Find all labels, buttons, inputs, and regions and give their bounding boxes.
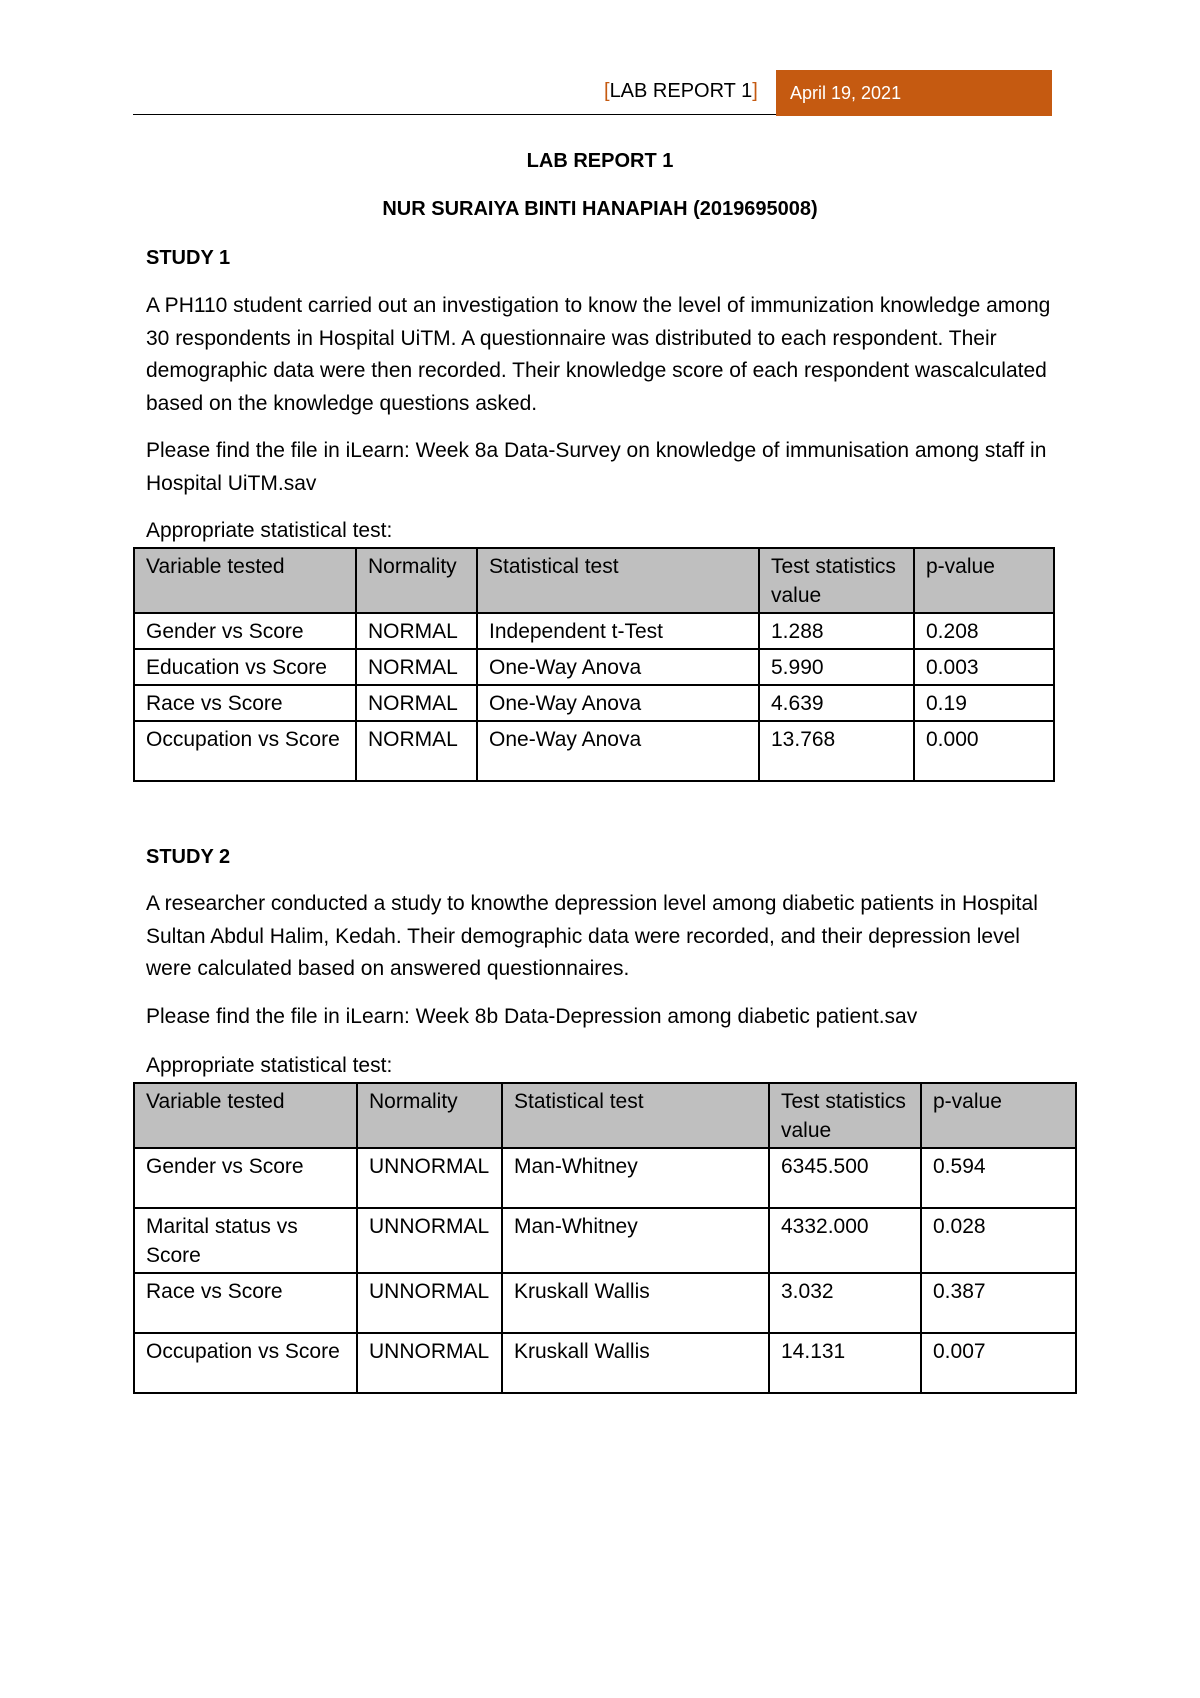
header-title-text: LAB REPORT 1 [609, 80, 753, 102]
table-row [134, 1333, 1076, 1393]
column-header: p-value [921, 1083, 1076, 1148]
table-cell: 6345.500 [769, 1148, 921, 1208]
table-cell: Gender vs Score [134, 613, 356, 649]
header-title [604, 80, 758, 103]
table-row [134, 1208, 1076, 1273]
table-cell: NORMAL [356, 721, 477, 781]
header-rule [133, 114, 776, 115]
table-cell: 3.032 [769, 1273, 921, 1333]
table-header-row [134, 1083, 1076, 1148]
table-cell: Man-Whitney [502, 1208, 769, 1273]
study2-caption: Appropriate statistical test: [146, 1054, 393, 1077]
table-cell: 13.768 [759, 721, 914, 781]
column-header: Variable tested [134, 548, 356, 613]
table-cell: 0.208 [914, 613, 1054, 649]
table-cell: 1.288 [759, 613, 914, 649]
table-header-row [134, 548, 1054, 613]
table-cell: UNNORMAL [357, 1333, 502, 1393]
table-cell: 0.19 [914, 685, 1054, 721]
study1-caption: Appropriate statistical test: [146, 519, 393, 542]
column-header: Normality [357, 1083, 502, 1148]
table-cell: Race vs Score [134, 1273, 357, 1333]
table-cell: One-Way Anova [477, 685, 759, 721]
header-open-bracket: [ [604, 80, 610, 102]
column-header: Test statistics value [759, 548, 914, 613]
study1-table [133, 547, 1055, 782]
study2-label: STUDY 2 [146, 846, 231, 868]
table-cell: Kruskall Wallis [502, 1273, 769, 1333]
header-date-band [776, 70, 1052, 116]
table-cell: 0.003 [914, 649, 1054, 685]
table-row [134, 721, 1054, 781]
column-header: Test statistics value [769, 1083, 921, 1148]
table-cell: NORMAL [356, 649, 477, 685]
column-header: Variable tested [134, 1083, 357, 1148]
table-cell: 0.000 [914, 721, 1054, 781]
table-cell: Occupation vs Score [134, 721, 356, 781]
study2-intro: A researcher conducted a study to knowthe depression level among diabetic patients in Hospital Sultan Abdul Halim, Kedah. Their demographic data were recorded, and their depression level were calculated based on answered questionnaires. [146, 892, 1038, 980]
document-title: LAB REPORT 1 [526, 150, 674, 172]
table-cell: 0.594 [921, 1148, 1076, 1208]
table-cell: NORMAL [356, 685, 477, 721]
table-cell: Kruskall Wallis [502, 1333, 769, 1393]
column-header: Statistical test [477, 548, 759, 613]
study2-file-note: Please find the file in iLearn: Week 8b Data-Depression among diabetic patient.sav [146, 1005, 918, 1028]
table-cell: 4.639 [759, 685, 914, 721]
column-header: Statistical test [502, 1083, 769, 1148]
table-cell: 14.131 [769, 1333, 921, 1393]
study1-label: STUDY 1 [146, 247, 231, 269]
table-cell: Man-Whitney [502, 1148, 769, 1208]
table-cell: 0.028 [921, 1208, 1076, 1273]
study1-file-note: Please find the file in iLearn: Week 8a Data-Survey on knowledge of immunisation among staff in Hospital UiTM.sav [146, 439, 1047, 495]
document-author: NUR SURAIYA BINTI HANAPIAH (2019695008) [382, 198, 818, 220]
table-cell: 0.387 [921, 1273, 1076, 1333]
table-cell: Gender vs Score [134, 1148, 357, 1208]
table-cell: 5.990 [759, 649, 914, 685]
table-cell: UNNORMAL [357, 1148, 502, 1208]
table-cell: One-Way Anova [477, 721, 759, 781]
table-cell: One-Way Anova [477, 649, 759, 685]
study1-intro: A PH110 student carried out an investigation to know the level of immunization knowledge among 30 respondents in Hospital UiTM. A questionnaire was distributed to each respondent. Their demographic data were then recorded. Their knowledge score of each respondent wascalculated based on the knowledge questions asked. [146, 294, 1051, 415]
table-cell: 0.007 [921, 1333, 1076, 1393]
table-row [134, 685, 1054, 721]
table-cell: Independent t-Test [477, 613, 759, 649]
table-cell: NORMAL [356, 613, 477, 649]
table-row [134, 1148, 1076, 1208]
table-cell: UNNORMAL [357, 1208, 502, 1273]
table-cell: UNNORMAL [357, 1273, 502, 1333]
table-row [134, 613, 1054, 649]
column-header: Normality [356, 548, 477, 613]
table-row [134, 1273, 1076, 1333]
header-close-bracket: ] [752, 80, 758, 102]
table-cell: 4332.000 [769, 1208, 921, 1273]
table-cell: Race vs Score [134, 685, 356, 721]
column-header: p-value [914, 548, 1054, 613]
table-cell: Education vs Score [134, 649, 356, 685]
header-date: April 19, 2021 [790, 83, 902, 103]
table-row [134, 649, 1054, 685]
table-cell: Occupation vs Score [134, 1333, 357, 1393]
table-cell: Marital status vs Score [134, 1208, 357, 1273]
study2-table [133, 1082, 1077, 1394]
